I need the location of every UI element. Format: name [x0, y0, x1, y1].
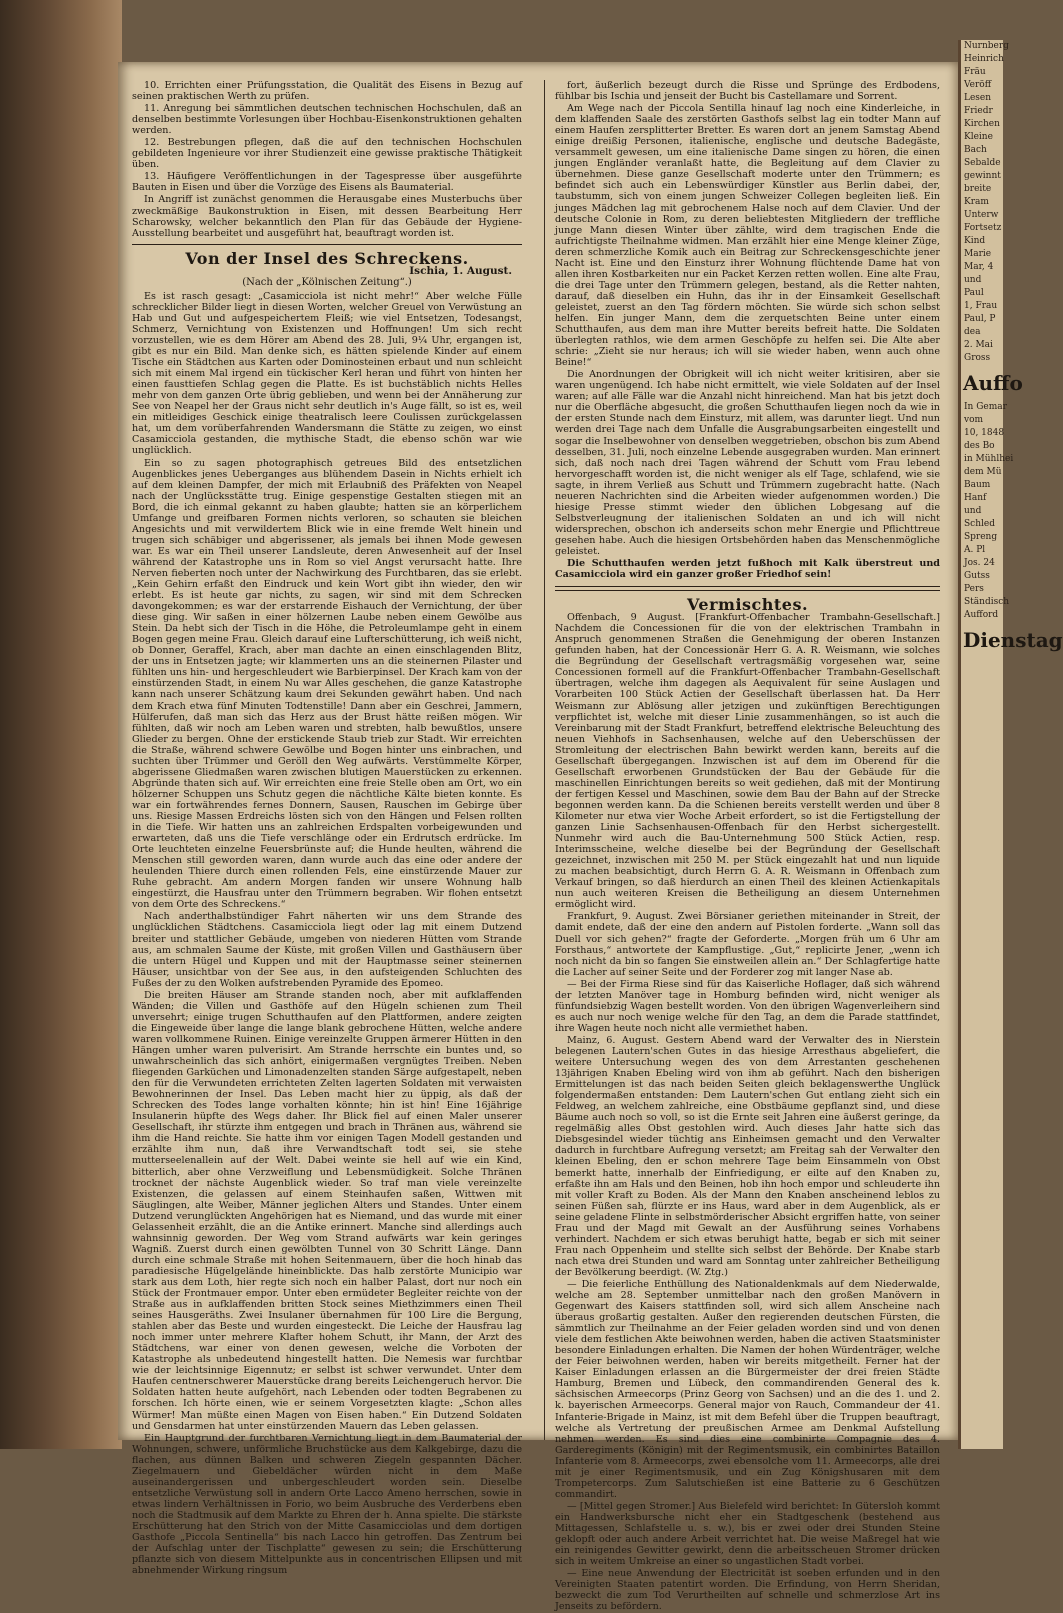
neighbor-text-stub: in Mühlhei [964, 454, 1014, 464]
neighbor-text-stub: vom [964, 415, 984, 425]
neighbor-text-stub: Jos. 24 [964, 558, 995, 568]
neighbor-text-stub: Bach [964, 145, 987, 155]
news-item-frankfurt: Frankfurt, 9. August. Zwei Börsianer geriethen miteinander in Streit, der damit endete, daß der eine den andern auf Pistolen forderte. „Wann soll das Duell vor sich gehen?“ fragte der Geforderte. „Morgen früh um 6 Uhr am Forsthaus,“ antwortete der Kampflustige. „Gut,“ replicirte Jener, „wenn ich noch nicht da bin so fangen Sie einstweilen allein an.“ Der Schlagfertige hatte die Lacher auf seiner Seite und der Forderer zog mit langer Nase ab. [555, 911, 940, 978]
news-item-riese: — Bei der Firma Riese sind für das Kaiserliche Hoflager, daß sich während der letzten Manöver tage in Homburg befinden wird, nicht weniger als fünfundsiebzig Wagen bestellt worden. Von den übrigen Wagenverleihern sind es auch nur noch wenige welche für den Tag, an dem die Parade stattfindet, ihre Wagen heute noch nicht alle vermiethet haben. [555, 978, 940, 1034]
intro-item-13: 13. Häufigere Veröffentlichungen in der Tagespresse über ausgeführte Bauten in Eisen und über die Vorzüge des Eisens als Baumaterial. [132, 171, 522, 194]
intro-item-10: 10. Errichten einer Prüfungsstation, die Qualität des Eisens in Bezug auf seinen praktischen Werth zu prüfen. [132, 80, 522, 103]
section-title-vermischtes: Vermischtes. [686, 595, 809, 615]
neighbor-text-stub: Lesen [964, 93, 992, 103]
news-item-mainz: Mainz, 6. August. Gestern Abend ward der Verwalter des in Nierstein belegenen Lautern'schen Gutes in das hiesige Arresthaus abgeliefert, die weitere Untersuchung wegen des von dem Arrestanten geschehenen 13jährigen Knaben Ebeling wird von ihm ab geführt. Nach den bisherigen Ermittelungen ist das nach beiden Seiten gleich beklagenswerthe Unglück folgendermaßen entstanden: Dem Lautern'schen Gut entlang zieht sich ein Feldweg, an welchem zahlreiche, eine Obstbäume gepflanzt sind, und diese Bäume auch noch so voll, so ist die Ernte seit Jahren eine äußerst geringe, da regelmäßig alles Obst gestohlen wird. Auch dieses Jahr hatte sich das Diebsgesindel wieder tüchtig ans Einheimsen gemacht und den Verwalter dadurch in furchtbare Aufregung versetzt; am Freitag sah der Verwalter den kleinen Ebeling, den er schon mehrere Tage beim Einsammeln von Obst bemerkt hatte, innerhalb der Einfriedigung, er eilte auf den Knaben zu, erfaßte ihn am Hals und den Beinen, hob ihn hoch empor und schleuderte ihn mit voller Kraft zu Boden. Als der Mann den Knaben anscheinend leblos zu seinen Füßen sah, flürzte er ins Haus, ward aber in dem Augenblick, als er seine geladene Flinte in selbstmörderischer Absicht ergriffen hatte, von seiner Frau und der Magd mit Gewalt an der Ausführung seines Vorhabens verhindert. Nachdem er sich etwas beruhigt hatte, begab er sich mit seiner Frau nach Oppenheim und stellte sich selbst der Behörde. Der Knabe starb nach etwa drei Stunden und ward am Sonntag unter zahlreicher Betheiligung der Bevölkerung beerdigt. (W. Ztg.) [555, 1034, 940, 1278]
neighbor-text-stub: Friedr [964, 106, 993, 116]
neighbor-stubs-top [961, 40, 1009, 365]
neighbor-text-stub: 1, Frau [964, 301, 998, 311]
neighbor-page-edge [958, 40, 1063, 1449]
neighbor-text-stub: Paul [964, 288, 984, 298]
section-double-rule [555, 586, 940, 591]
right-column [555, 80, 940, 1613]
news-item-niederwald: — Die feierliche Enthüllung des Nationaldenkmals auf dem Niederwalde, welche am 28. September unmittelbar nach den großen Manövern in Gegenwart des Kaisers stattfinden soll, wird sich allem Anscheine nach überaus großartig gestalten. Außer den regierenden deutschen Fürsten, die sämmtlich zur Theilnahme an der Feier geladen worden sind und von denen viele dem festlichen Akte beiwohnen werden, haben die activen Staatsminister besondere Einladungen erhalten. Die Namen der hohen Würdenträger, welche der Feier beiwohnen werden, haben wir bereits mitgetheilt. Ferner hat der Kaiser Einladungen erlassen an die Bürgermeister der drei freien Städte Hamburg, Bremen und Lübeck, den commandirenden General des k. sächsischen Armeecorps (Prinz Georg von Sachsen) und an die des 1. und 2. k. bayerischen Armeecorps. General major von Rauch, Commandeur der 41. Infanterie-Brigade in Mainz, ist mit dem Befehl über die Truppen beauftragt, welche als Vertretung der preußischen Armee am Denkmal Aufstellung nehmen werden. Es sind dies eine combinirte Compagnie des 4. Garderegiments (Königin) mit der Regimentsmusik, ein combinirtes Bataillon Infanterie vom 8. Armeecorps, zwei ebensolche vom 11. Armeecorps, alle drei mit je einer Regimentsmusik, und ein Zug Königshusaren mit dem Trompetercorps. Zum Salutschießen ist eine Batterie zu 6 Geschützen commandirt. [555, 1278, 940, 1500]
neighbor-text-stub: Kleine [964, 132, 993, 142]
neighbor-text-stub: Pers [964, 584, 984, 594]
neighbor-text-stub: Kirchen [964, 119, 1000, 129]
neighbor-text-stub: Nurnberg [964, 41, 1009, 51]
neighbor-text-stub: und [964, 275, 982, 285]
neighbor-text-stub: Mar, 4 [964, 262, 994, 272]
neighbor-stubs-middle [961, 401, 1014, 622]
neighbor-text-stub: Hanf [964, 493, 987, 503]
section-rule [132, 244, 522, 245]
neighbor-text-stub: A. Pl [964, 545, 986, 555]
neighbor-text-stub: Gutss [964, 571, 990, 581]
neighbor-text-stub: Spreng [964, 532, 998, 542]
neighbor-text-stub: Kram [964, 197, 989, 207]
neighbor-text-stub: 2. Mai [964, 340, 993, 350]
article-paragraph: Die Anordnungen der Obrigkeit will ich nicht weiter kritisiren, aber sie waren ungenügend. Ich habe nicht ermittelt, wie viele Soldaten auf der Insel waren; auf alle Fälle war die Anzahl nicht hinreichend. Man hat bis jetzt doch nur die Oberfläche abgesucht, die großen Schutthaufen liegen noch da wie in der ersten Stunde nach dem Einsturz, mit allem, was darunter liegt. Und nun werden drei Tage nach dem Unfalle die Ausgrabungsarbeiten eingestellt und sogar die Inselbewohner von denselben weggetrieben, obschon bis zum Abend desselben, 31. Juli, noch einzelne Lebende ausgegraben wurden. Man erinnert sich, daß noch nach drei Tagen während der Schutt vom Frau lebend hervorgeschafft worden ist, die nicht weniger als elf Tage, schlafend, wie sie sagte, in ihrem Verließ aus Schutt und Trümmern zugebracht hatte. (Nach neueren Nachrichten sind die Arbeiten wieder aufgenommen worden.) Die hiesige Presse stimmt wieder den üblichen Lobgesang auf die Selbstverleugnung der italienischen Soldaten an und ich will nicht widersprechen, obschon ich anderseits schon mehr Energie und Pflichttreue gesehen habe. Auch die hiesigen Ortsbehörden haben das Menschenmögliche geleistet. [555, 369, 940, 557]
article-paragraph: Es ist rasch gesagt: „Casamicciola ist nicht mehr!“ Aber welche Fülle schrecklicher Bilder liegt in diesen Worten, welcher Greuel von Verwüstung an Hab und Gut und aufgespeichertem Fleiß; wie viel Entsetzen, Todesangst, Schmerz, Vernichtung von Existenzen und Hoffnungen! Um sich recht vorzustellen, wie es dem Hörer am Abend des 28. Juli, 9¼ Uhr, ergangen ist, gibt es nur ein Bild. Man denke sich, es hätten spielende Kinder auf einem Tische ein Städtchen aus Karten oder Dominosteinen erbaut und nun schleicht sich mit einem Mal irgend ein tückischer Kerl heran und führt von hinten her einen fausttiefen Schlag gegen die Platte. Es ist buchstäblich nichts Helles mehr von dem ganzen Orte übrig geblieben, und wenn bei der Annäherung zur See von Neapel her der Graus nicht sehr deutlich in's Auge fällt, so ist es, weil ein mitleidiges Geschick einige theatralisch leere Coulissen zurückgelassen hat, um dem vorüberfahrenden Wandersmann die Stätte zu zeigen, wo einst Casamicciola gestanden, die mythische Stadt, die ebenso schön war wie unglücklich. [132, 290, 522, 457]
book-binding [0, 0, 122, 1449]
neighbor-text-stub: Unterw [964, 210, 999, 220]
neighbor-text-stub: 10, 1848 [964, 428, 1005, 438]
neighbor-headline-2: Dienstag [963, 628, 1063, 652]
neighbor-text-stub: Marie [964, 249, 992, 259]
neighbor-text-stub: des Bo [964, 441, 995, 451]
intro-item-summary: In Angriff ist zunächst genommen die Herausgabe eines Musterbuchs über zweckmäßige Baukonstruktion in Eisen, mit dessen Bearbeitung Herr Scharowsky, welcher bekanntlich den Plan für das Gebäude der Hygiene-Ausstellung bearbeitet und ausgeführt hat, beauftragt worden ist. [132, 194, 522, 239]
neighbor-text-stub: Gross [964, 353, 991, 363]
neighbor-text-stub: breite [964, 184, 992, 194]
neighbor-text-stub: Kind [964, 236, 986, 246]
article-paragraph: Die breiten Häuser am Strande standen noch, aber mit aufklaffenden Wänden; die Villen und Gasthöfe auf den Hügeln schienen zum Theil unversehrt; einige trugen Schutthaufen auf den Plattformen, andere zeigten die Eingeweide über lange die lange blank gebrochene Hütten, welche andere waren vollkommene Ruinen. Einige vereinzelte Gruppen ärmerer Hütten in den Hängen umher waren pulverisirt. Am Strande herrschte ein buntes und, so unwahrscheinlich das sich anhört, einigermaßen vergnügtes Treiben. Neben fliegenden Garküchen und Limonadenzelten standen Särge aufgestapelt, neben den für die Verwundeten errichteten Zelten lagerten Soldaten mit verwaisten Bewohnerinnen der Insel. Das Leben macht hier zu üppig, als daß der Schrecken des Todes lange vorhalten könnte; hin ist hin! Eine 16jährige Insulanerin hüpfte des Wegs daher. Ihr Blick fiel auf einen Maler unserer Gesellschaft, ihr stürzte ihm entgegen und brach in Thränen aus, während sie ihm die Hand reichte. Sie hatte ihm vor einigen Tagen Modell gestanden und erzählte ihm nun, daß ihre Verwandtschaft todt sei, sie stehe mutterseelenallein auf der Welt. Dabei weinte sie hell auf wie ein Kind, bitterlich, aber ohne Verzweiflung und Lebensmüdigkeit. Solche Thränen trocknet der nächste Augenblick wieder. So traf man viele vereinzelte Existenzen, die gelassen auf einem Steinhaufen saßen, Wittwen mit Säuglingen, alte Weiber, Männer jeglichen Alters und Standes. Unter einem Dutzend verunglückten Angehörigen hat es Niemand, und das wurde mit einer Gelassenheit erzählt, die an die Antike erinnert. Manche sind allerdings auch wahnsinnig geworden. Der Weg vom Strand aufwärts war kein geringes Wagniß. Zuerst durch einen gewölbten Tunnel von 30 Schritt Länge. Dann durch eine schmale Straße mit hohen Seitenmauern, über die hoch hinab das paradiesische Hügelgelände hineinblickte. Das halb zerstörte Municipio war stark aus dem Loth, hier regte sich noch ein halber Palast, dort nur noch ein Stück der Frontmauer empor. Unter eben ermüdeter Begleiter reichte von der Straße aus in aufklaffenden britten Stock seines Miethzimmers einen Theil seines Hausgeräths. Zwei Insulaner übernahmen für 100 Lire die Bergung, stahlen aber das Beste und wurden eingesteckt. Die Leiche der Hausfrau lag noch immer unter mehrere Klafter hohem Schutt, ihr Mann, der Arzt des Städtchens, war einer von denen gewesen, welche die Vorboten der Katastrophe als unbedeutend hingestellt hatten. Die Nemesis war furchtbar wie der leichtsinnige Eigennutz; er selbst ist schwer verwundet. Unter dem Haufen centnerschwerer Mauerstücke drang bereits Leichengeruch hervor. Die Soldaten hatten heute aufgehört, nach Lebenden oder todten Begrabenen zu forschen. Ich hörte einen, wie er seinem Vorgesetzten klagte: „Schon alles Würmer! Man müßte einen Magen von Eisen haben.“ Ein Dutzend Soldaten und Gensdarmen hat unter einstürzenden Mauern das Leben gelassen. [132, 989, 522, 1432]
article-dateline: Ischia, 1. August. [409, 264, 512, 277]
neighbor-text-stub: und [964, 506, 982, 516]
article-source: (Nach der „Kölnischen Zeitung“.) [242, 276, 412, 288]
neighbor-headline: Auffo [963, 371, 1023, 395]
intro-item-12: 12. Bestrebungen pflegen, daß die auf den technischen Hochschulen gebildeten Ingenieure vor ihrer Studienzeit eine gewisse praktische Thätigkeit üben. [132, 137, 522, 171]
article-title: Von der Insel des Schreckens. [185, 248, 469, 268]
neighbor-text-stub: In Gemar [964, 402, 1007, 412]
neighbor-text-stub: dem Mü [964, 467, 1002, 477]
news-item-stromer: — [Mittel gegen Stromer.] Aus Bielefeld wird berichtet: In Gütersloh kommt ein Handwerksbursche nicht eher ein Stadtgeschenk (bestehend aus Mittagessen, Schlafstelle u. s. w.), bis er zwei oder drei Stunden Steine geklopft oder auch andere Arbeit verrichtet hat. Die weise Maßregel hat wie ein reinigendes Gewitter gewirkt, denn die arbeitsscheuen Stromer drücken sich in weitem Umkreise an einer so ungastlichen Stadt vorbei. [555, 1500, 940, 1568]
article-paragraph: Ein so zu sagen photographisch getreues Bild des entsetzlichen Augenblickes jenes Ueberganges aus blühendem Dasein in Nichts erhielt ich auf dem kleinen Dampfer, der mich mit Erlaubniß des Präfekten von Neapel nach der Unglücksstätte trug. Einige gespenstige Gestalten stiegen mit an Bord, die ich einmal gekannt zu haben glaubte; hatten sie an körperlichem Umfange und greifbaren Formen nichts verloren, so schauten sie bleichen Angesichts und mit verwildertem Blick wie in eine fremde Welt hinein und trugen sich schäbiger und abgerissener, als jemals bei ihnen Mode gewesen war. Es war ein Theil unserer Landsleute, deren Anwesenheit auf der Insel während der Katastrophe uns in Rom so viel Angst verursacht hatte. Ihre Nerven fieberten noch unter der Nachwirkung des Furchtbaren, das sie erlebt. „Kein Gehirn erfaßt den Eindruck und kein Wort gibt ihn wieder, den wir erlebt. Es ist heute gar nichts, zu sagen, wir sind mit dem Schrecken davongekommen; es war der erstarrende Eishauch der Vernichtung, der über diese ging. Wir saßen in einer hölzernen Laube neben einem Gewölbe aus Stein. Da hebt sich der Tisch in die Höhe, die Petroleumlampe geht in einem Bogen gegen meine Frau. Gleich darauf eine Lufterschütterung, ich weiß nicht, ob Donner, Geraffel, Krach, aber man dachte an einen einschlagenden Blitz, der uns in Entsetzen jagte; wir klammerten uns an die steinernen Pilaster und fühlten uns hin- und hergeschleudert wie Barbierpinsel. Der Krach kam von der einstürzenden Stadt, in einem Nu war Alles geschehen, die ganze Katastrophe kann nach unserer Schätzung kaum drei Sekunden gewährt haben. Und nach dem Krach etwa fünf Minuten Todtenstille! Dann aber ein Geschrei, Jammern, Hülferufen, daß man sich das Herz aus der Brust hätte reißen mögen. Wir fühlten, daß wir noch am Leben waren und strebten, halb bewußtlos, unsere Glieder zu bergen. Ohne der erstickende Staub trieb zur Stadt. Wir erreichten die Straße, während schwere Gewölbe und Bogen hinter uns einbrachen, und suchten über Trümmer und Geröll den Weg aufwärts. Verstümmelte Körper, abgerissene Gliedmaßen waren zwischen blutigen Mauerstücken zu erkennen. Abgründe thaten sich auf. Wir erreichten eine freie Stelle oben am Ort, wo ein hölzerner Schuppen uns Schutz gegen die nächtliche Kälte bieten konnte. Es war ein fortwährendes fernes Donnern, Sausen, Rauschen im Gebirge über uns. Riesige Massen Erdreichs lösten sich von den Hängen und Felsen rollten in die Tiefe. Wir hatten uns an zahlreichen Erdspalten vorbeigewunden und erwarteten, daß uns die Tiefe verschlänge oder ein Erdrutsch erdrücke. Im Orte leuchteten einzelne Feuersbrünste auf; die Hunde heulten, während die Menschen still geworden waren, dann wurde auch das eine oder andere der heulenden Thiere durch einen rollenden Fels, eine einstürzende Mauer zur Ruhe gebracht. Am andern Morgen fanden wir unsere Wohnung halb eingestürzt, die Hausfrau unter den Trümmern begraben. Wir flohen entsetzt von dem Orte des Schreckens.“ [132, 457, 522, 911]
neighbor-text-stub: Ständisch [964, 597, 1010, 607]
neighbor-text-stub: Schled [964, 519, 995, 529]
neighbor-text-stub: Aufford [964, 610, 999, 620]
neighbor-text-stub: Paul, P [964, 314, 996, 324]
article-paragraph: Nach anderthalbstündiger Fahrt näherten wir uns dem Strande des unglücklichen Städtchens. Casamicciola liegt oder lag mit einem Dutzend breiter und stattlicher Gebäude, umgeben von niederen Hütten vom Strande aus, am schmalen Saume der Küste, mit großen Villen und Gasthäusern über die untern Hügel und Kuppen und mit der Hauptmasse seiner steinernen Häuser, unsichtbar von der See aus, in den aufsteigenden Schluchten des Fußes der zu den Wolken aufstrebenden Pyramide des Epomeo. [132, 911, 522, 989]
neighbor-text-stub: Sebalde [964, 158, 1001, 168]
neighbor-text-stub: dea [964, 327, 981, 337]
neighbor-text-stub: Veröff [964, 80, 992, 90]
article-paragraph: Ein Hauptgrund der furchtbaren Vernichtung liegt in dem Baumaterial der Wohnungen, schwere, unförmliche Bruchstücke aus dem Kalkgebirge, dazu die flachen, aus dünnen Balken und schweren Ziegeln gespannten Dächer. Ziegelmauern und Giebeldächer würden nicht in dem Maße auseinandergerissen und unbergeschleudert worden sein. Dieselbe entsetzliche Verwüstung soll in andern Orte Lacco Ameno herrschen, sowie in etwas lindern Verhältnissen in Forio, wo beim Ausbruche des Verderbens eben noch die Stadtmusik auf dem Markte zu Ehren der h. Anna spielte. Die stärkste Erschütterung hat den Strich von der Mitte Casamicciolas und dem dortigen Gasthofe „Piccola Sentinella“ bis nach Lacco hin getroffen. Das Zentrum bei der Aufschlag unter der Tischplatte“ gewesen zu sein; die Erschütterung pflanzte sich von diesem Mittelpunkte aus in concentrischen Ellipsen und mit abnehmender Wirkung ringsum [132, 1432, 522, 1577]
neighbor-text-stub: gewinnt [964, 171, 1001, 181]
neighbor-text-stub: Baum [964, 480, 991, 490]
article-continuation: fort, äußerlich bezeugt durch die Risse und Sprünge des Erdbodens, fühlbar bis Ischia und jenseit der Bucht bis Castellamare und Sorrent. [555, 80, 940, 103]
news-item-offenbach: Offenbach, 9 August. [Frankfurt-Offenbacher Trambahn-Gesellschaft.] Nachdem die Concessionen für die von der elektrischen Trambahn in Anspruch genommenen Straßen die Genehmigung der oberen Instanzen gefunden haben, hat der Concessionär Herr G. A. R. Weismann, wie solches die Begründung der Gesellschaft vertragsmäßig vorgesehen war, seine Concessionen formell auf die Frankfurt-Offenbacher Trambahn-Gesellschaft übertragen, welche ihm dagegen als Aequivalent für seine Auslagen und Vorarbeiten 100 Stück Actien der Gesellschaft überlassen hat. Da Herr Weismann zur Ablösung aller jetzigen und zukünftigen Berechtigungen verpflichtet ist, welche mit dieser Linie zusammenhängen, so ist auch die Vereinbarung mit der Stadt Frankfurt, betreffend elektrische Beleuchtung des neuen Viehhofs in Sachsenhausen, welche auf den Ueberschüssen der Stromleitung der electrischen Bahn bewirkt werden kann, bereits auf die Gesellschaft übergegangen. Inzwischen ist auf dem im Oberend für die Gesellschaft erworbenen Grundstücken der Bau der Gebäude für die maschinellen Einrichtungen bereits so weit gediehen, daß mit der Montirung der fertigen Kessel und Maschinen, sowie dem Bau der Bahn auf der Strecke begonnen werden kann. Da die Schienen bereits verstellt werden und über 8 Kilometer nur etwa vier Woche Arbeit erfordert, so ist die Fertigstellung der ganzen Linie Sachsenhausen-Offenbach für den Herbst sichergestellt. Nunmehr wird auch die Bau-Unternehmung 500 Stück Actien, resp. Interimsscheine, welche dieselbe bei der Begründung der Gesellschaft gezeichnet, inzwischen mit 250 M. per Stück eingezahlt hat und nun liquide zu machen beabsichtigt, durch Herrn G. A. R. Weismann in Offenbach zum Verkauf bringen, so daß hierdurch an einen Theil des kleinen Actienkapitals nun auch weiteren Kreisen die Betheiligung an diesem Unternehmen ermöglicht wird. [555, 612, 940, 911]
neighbor-text-stub: Fräu [964, 67, 986, 77]
article-closing: Die Schutthaufen werden jetzt fußhoch mit Kalk überstreut und Casamicciola wird ein ganzer großer Friedhof sein! [555, 558, 940, 581]
news-item-electricity: — Eine neue Anwendung der Electricität ist soeben erfunden und in den Vereinigten Staaten patentirt worden. Die Erfindung, von Herrn Sheridan, bezweckt die zum Tod Verurtheilten auf schnelle und schmerzlose Art ins Jenseits zu befördern. [555, 1568, 940, 1613]
neighbor-text-stub: Fortsetz [964, 223, 1002, 233]
left-column [132, 80, 522, 1577]
column-divider [544, 80, 545, 1440]
intro-item-11: 11. Anregung bei sämmtlichen deutschen technischen Hochschulen, daß an denselben bestimmte Vorlesungen über Hochbau-Eisenkonstruktionen gehalten werden. [132, 103, 522, 137]
neighbor-text-stub: Heinrich [964, 54, 1004, 64]
article-paragraph: Am Wege nach der Piccola Sentilla hinauf lag noch eine Kinderleiche, in dem klaffenden Saale des zerstörten Gasthofs selbst lag ein todter Mann auf einem Haufen zersplitterter Bretter. Es waren dort an jenem Samstag Abend einige dreißig Personen, italienische, englische und deutsche Badegäste, versammelt gewesen, um eine italienische Dame singen zu hören, die einen jungen Engländer veranlaßt hatte, die Begleitung auf dem Clavier zu übernehmen. Diese ganze Gesellschaft moderte unter den Trümmern; es befindet sich auch ein Lebenswürdiger Künstler aus Berlin dabei, der, taubstumm, sich von einem jungen Schweizer Collegen begleiten ließ. Ein junges Mädchen lag mit gebrochenem Halse noch auf dem Clavier. Und der deutsche Colonie in Rom, zu deren beliebtesten Mitgliedern der treffliche junge Mann diesen Winter über zählte, wird dem tragischen Ende die aufrichtigste Theilnahme widmen. Man erzählt hier eine Menge kleiner Züge, deren schmerzliche Komik auch ein Beitrag zur Schreckensgeschichte jener Nacht ist. Eine und den Einsturz ihrer Wohnung flüchtende Dame hat von allen ihren Kostbarkeiten nur ein Packet Kerzen retten wollen. Eine alte Frau, die drei Tage unter den Trümmern gelegen, bestand, als die Retter nahten, darauf, daß dieselben ein Huhn, das ihr in der Einsamkeit Gesellschaft geleistet, zuerst an den Tag fördern möchten. Sie würde sich schon selbst helfen. Ein junger Mann, dem die zerquetschten Beine unter einem Schutthaufen, aus dem man ihre Mutter bereits befreit hatte. Die Soldaten überlegten rathlos, wie dem armen Geschöpfe zu helfen sei. Die Alte aber schrie: „Zieht sie nur heraus; ich will sie wieder haben, wenn auch ohne Beine!“ [555, 103, 940, 369]
